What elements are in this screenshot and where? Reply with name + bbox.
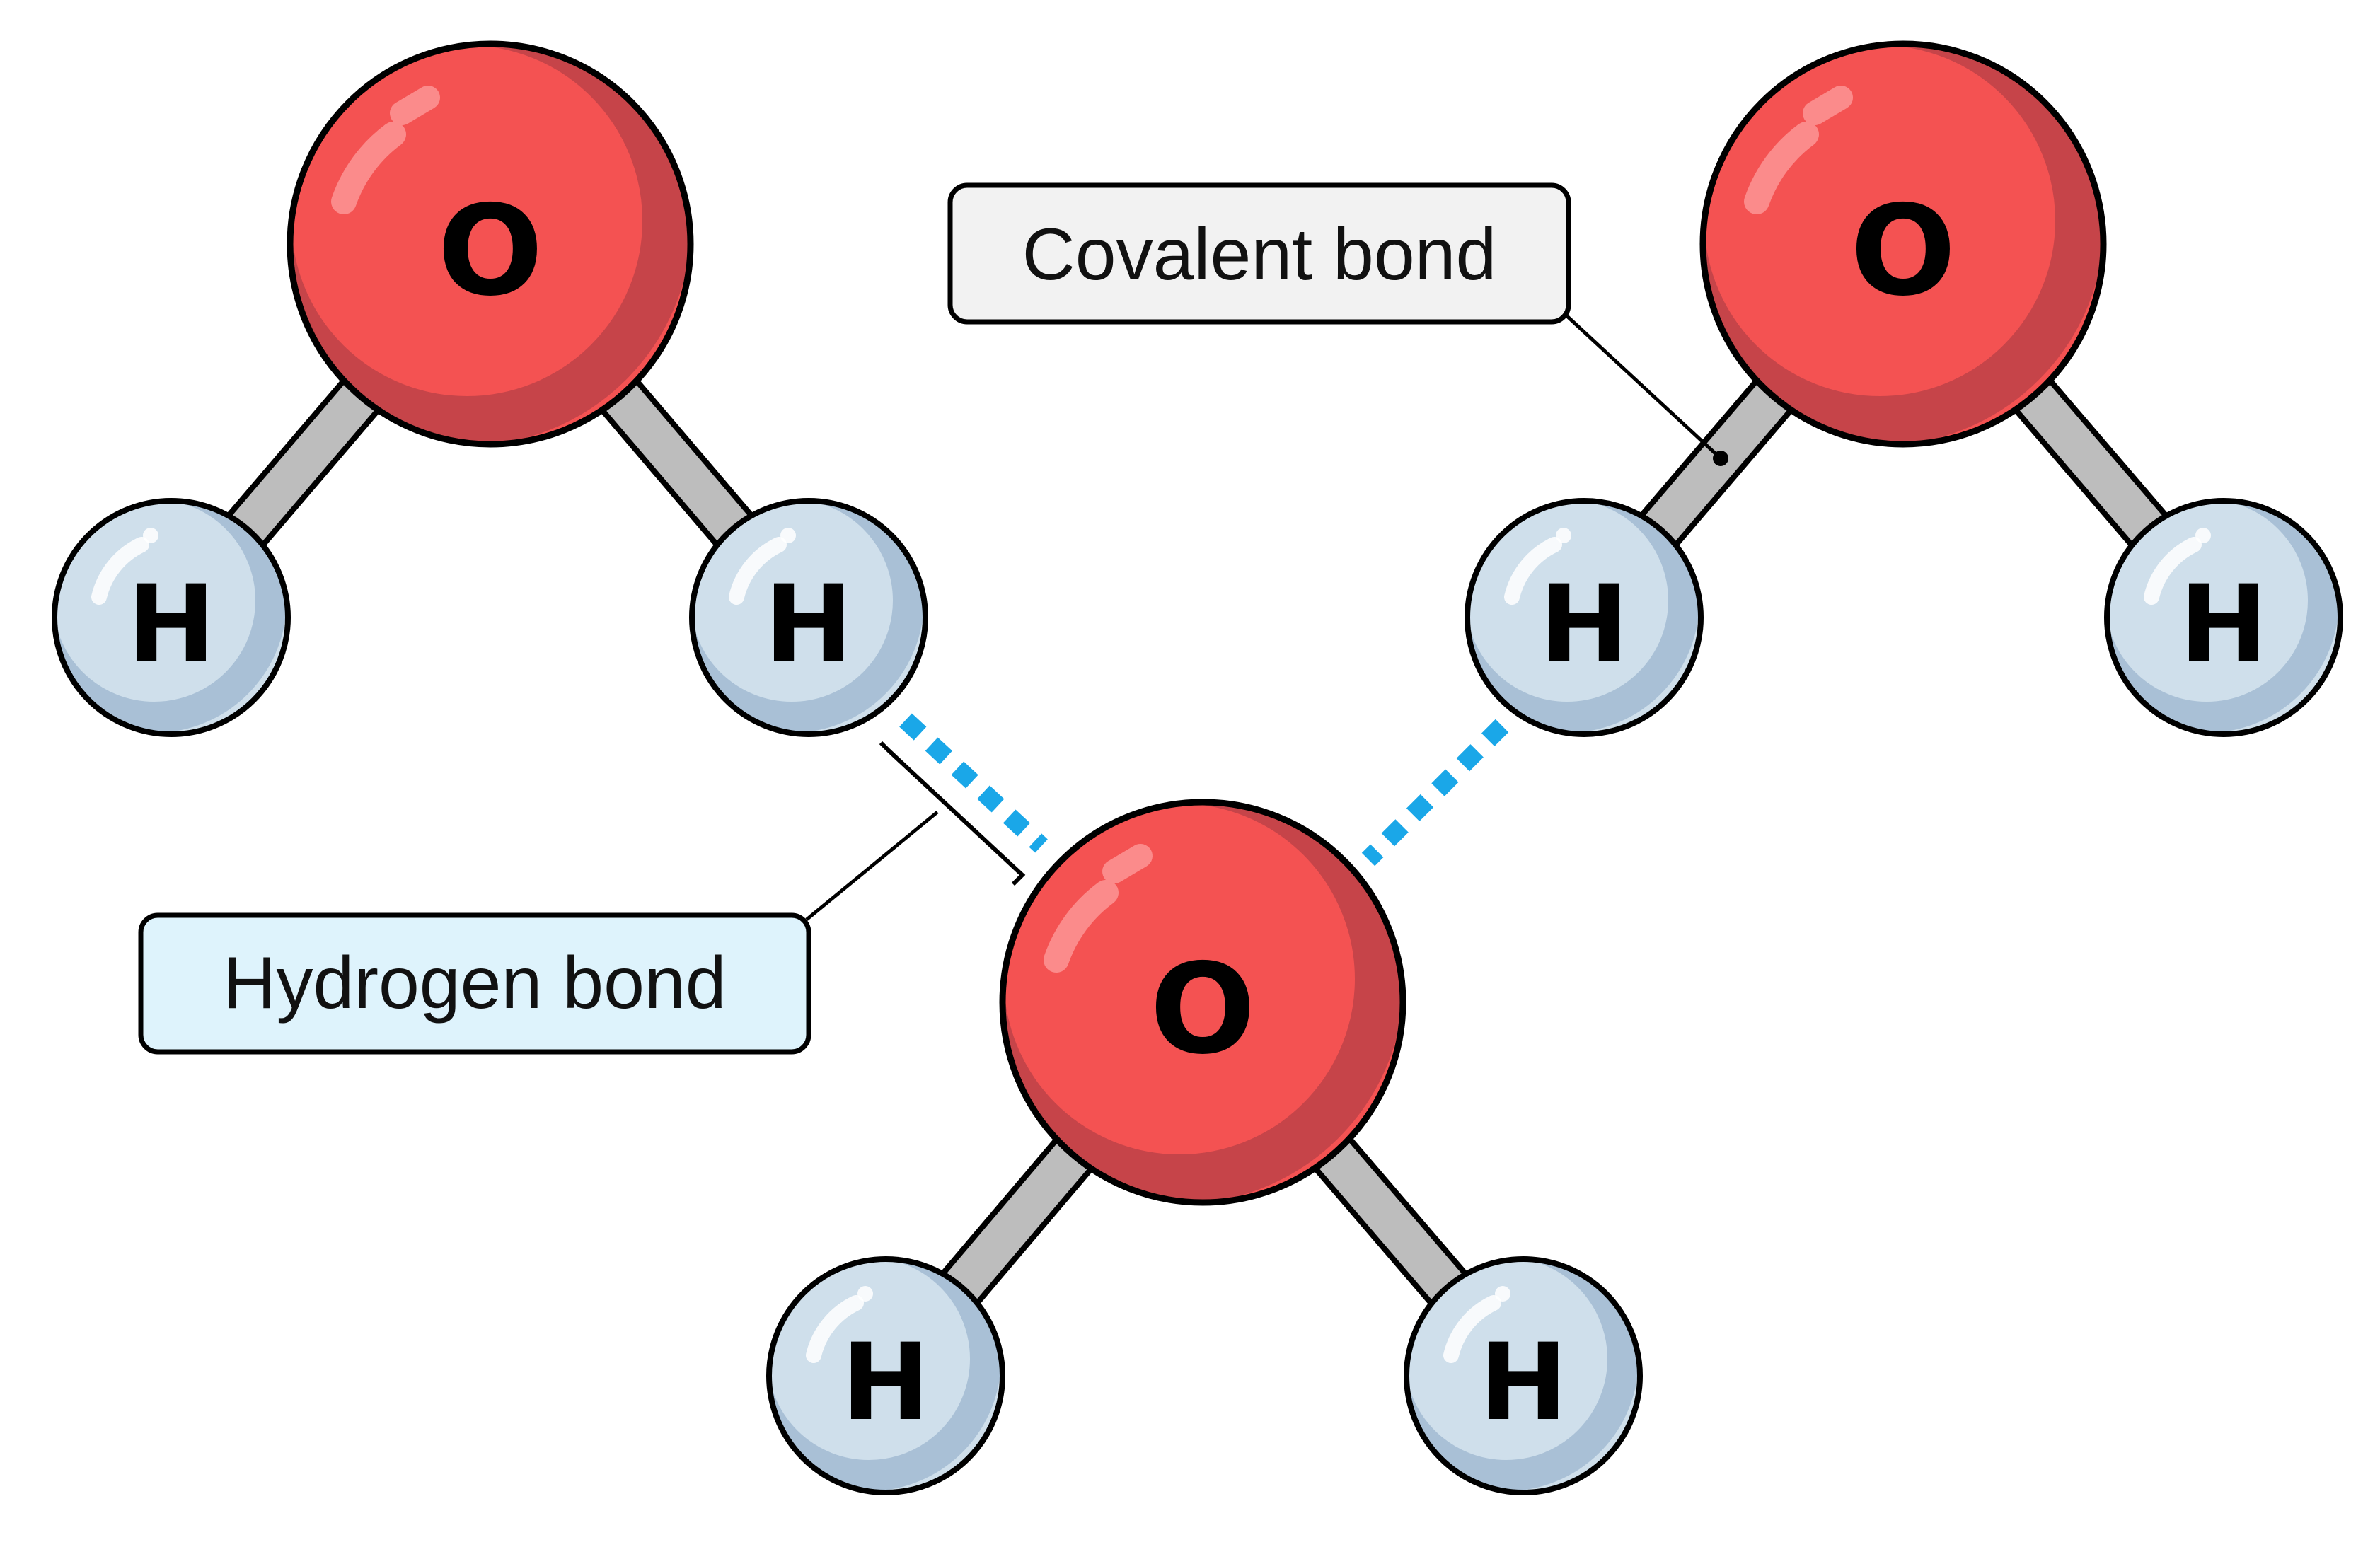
covalent-bond-leader-line [1567, 316, 1721, 458]
hydrogen-symbol: H [841, 1321, 930, 1444]
hydrogen-bond-label: Hydrogen bond [223, 942, 727, 1024]
hydrogen-symbol: H [1479, 1321, 1568, 1444]
covalent-bond-label: Covalent bond [1022, 214, 1497, 296]
hydrogen-bond-leader-line [807, 812, 937, 920]
oxygen-symbol: O [1850, 178, 1956, 324]
hydrogen-symbol: H [2179, 563, 2268, 686]
hydrogen-symbol: H [764, 563, 853, 686]
oxygen-atom-right [1680, 21, 2103, 444]
oxygen-symbol: O [1150, 937, 1256, 1082]
hydrogen-bond-callout [141, 743, 1022, 1052]
hydrogen-bond-right [1368, 726, 1502, 859]
hydrogen-symbol: H [1540, 563, 1629, 686]
covalent-bond-pointer-dot [1713, 451, 1728, 466]
hydrogen-symbol: H [127, 563, 216, 686]
hydrogen-bond-bracket [881, 743, 1022, 884]
oxygen-atom-left [267, 21, 691, 444]
covalent-bond-callout [950, 185, 1728, 466]
oxygen-symbol: O [437, 178, 543, 324]
